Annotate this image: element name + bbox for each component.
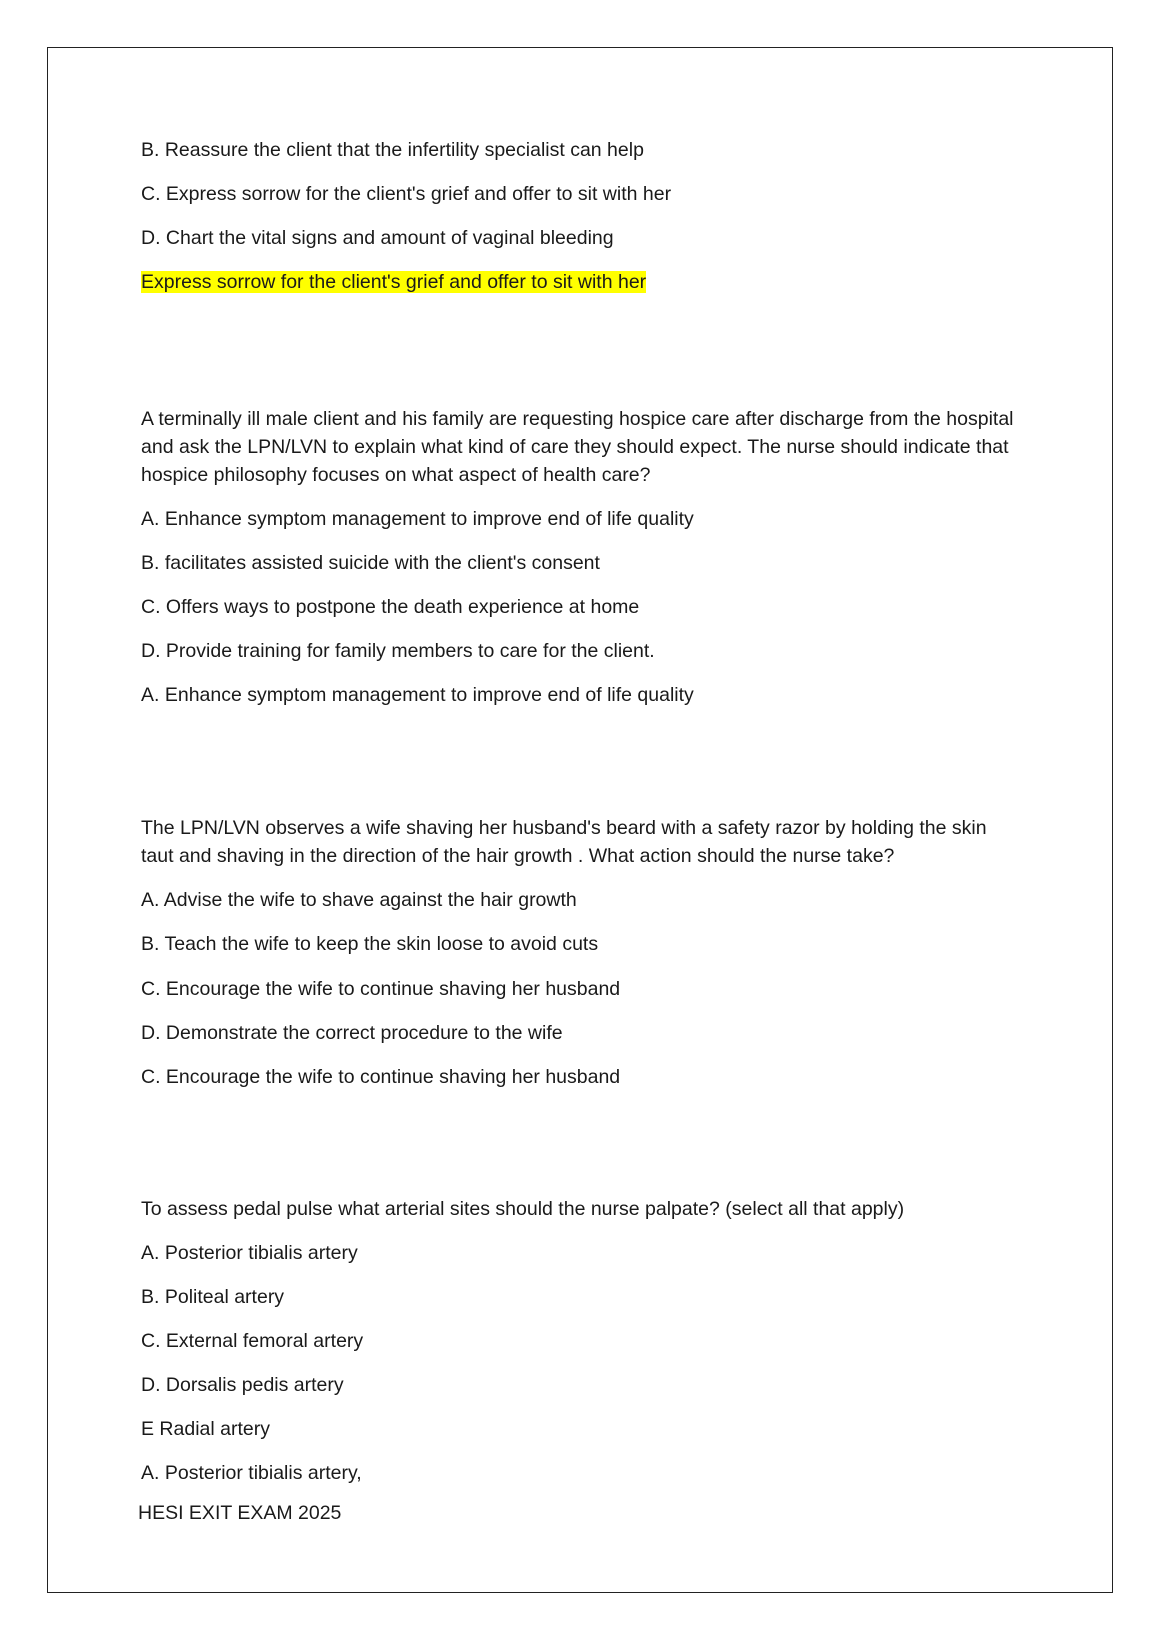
option-b: B. facilitates assisted suicide with the client's consent: [141, 552, 600, 574]
answer-line: [141, 268, 646, 296]
option-b: B. Politeal artery: [141, 1286, 285, 1308]
option-c: C. Express sorrow for the client's grief and offer to sit with her: [141, 183, 672, 205]
question-stem: A terminally ill male client and his family are requesting hospice care after discharge from the hospital and ask the LPN/LVN to explain what kind of care they should expect. The nurse should indicate that hospice philosophy focuses on what aspect of health care?: [141, 408, 1014, 486]
option-d: D. Chart the vital signs and amount of vaginal bleeding: [141, 227, 614, 249]
option-a: A. Enhance symptom management to improve end of life quality: [141, 508, 694, 530]
option-e: E Radial artery: [141, 1418, 270, 1440]
question-stem: To assess pedal pulse what arterial sites should the nurse palpate? (select all that apply): [141, 1198, 905, 1220]
option-d: D. Provide training for family members to care for the client.: [141, 640, 655, 662]
document-footer: HESI EXIT EXAM 2025: [138, 1502, 342, 1524]
option-b: B. Reassure the client that the infertility specialist can help: [141, 139, 644, 161]
answer-line: C. Encourage the wife to continue shaving her husband: [141, 1066, 621, 1088]
question-stem: The LPN/LVN observes a wife shaving her husband's beard with a safety razor by holding the skin taut and shaving in the direction of the hair growth . What action should the nurse take?: [141, 817, 987, 867]
highlighted-answer: Express sorrow for the client's grief and offer to sit with her: [141, 271, 647, 293]
answer-line: A. Enhance symptom management to improve end of life quality: [141, 684, 694, 706]
option-c: C. Encourage the wife to continue shaving her husband: [141, 978, 621, 1000]
option-c: C. Offers ways to postpone the death experience at home: [141, 596, 640, 618]
option-a: A. Posterior tibialis artery: [141, 1242, 358, 1264]
option-d: D. Demonstrate the correct procedure to the wife: [141, 1022, 563, 1044]
option-b: B. Teach the wife to keep the skin loose to avoid cuts: [141, 933, 599, 955]
option-a: A. Advise the wife to shave against the hair growth: [141, 889, 577, 911]
answer-line: A. Posterior tibialis artery,: [141, 1462, 362, 1484]
option-d: D. Dorsalis pedis artery: [141, 1374, 344, 1396]
option-c: C. External femoral artery: [141, 1330, 364, 1352]
